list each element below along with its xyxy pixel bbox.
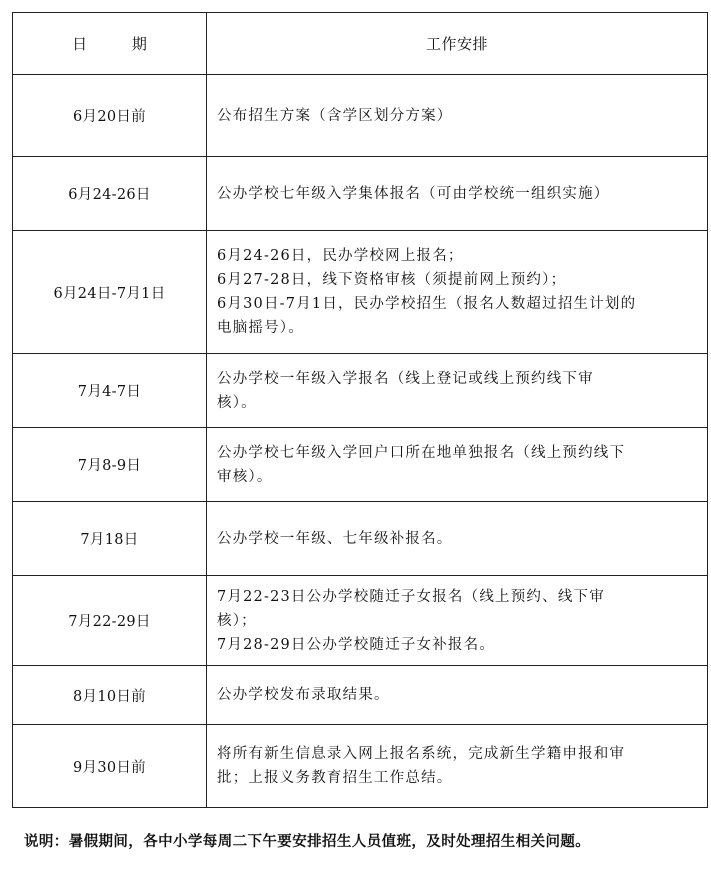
task-line: 公办学校一年级、七年级补报名。 bbox=[217, 530, 453, 547]
row-task bbox=[207, 75, 708, 157]
task-line: 公办学校一年级入学报名（线上登记或线上预约线下审 bbox=[217, 370, 594, 387]
row-task bbox=[207, 725, 708, 808]
task-line: 批；上报义务教育招生工作总结。 bbox=[217, 770, 453, 786]
table-row bbox=[13, 75, 708, 157]
task-line: 将所有新生信息录入网上报名系统，完成新生学籍申报和审 bbox=[217, 746, 626, 762]
task-line: 公办学校七年级入学集体报名（可由学校统一组织实施） bbox=[217, 185, 610, 202]
row-date: 6月20日前 bbox=[13, 75, 207, 157]
table-row bbox=[13, 231, 708, 354]
schedule-table bbox=[12, 12, 708, 808]
row-date: 7月8-9日 bbox=[13, 428, 207, 502]
row-date: 6月24-26日 bbox=[13, 157, 207, 231]
row-task bbox=[207, 157, 708, 231]
row-task bbox=[207, 666, 708, 725]
task-line: 6月30日-7月1日，民办学校招生（报名人数超过招生计划的 bbox=[217, 296, 637, 312]
row-task bbox=[207, 354, 708, 428]
task-line: 6月27-28日，线下资格审核（须提前网上预约）； bbox=[217, 272, 567, 288]
row-date: 7月18日 bbox=[13, 502, 207, 576]
table-row bbox=[13, 502, 708, 576]
row-task bbox=[207, 576, 708, 666]
row-task bbox=[207, 231, 708, 354]
table-row bbox=[13, 157, 708, 231]
table-row bbox=[13, 725, 708, 808]
task-line: 公办学校七年级入学回户口所在地单独报名（线上预约线下 bbox=[217, 444, 626, 461]
task-line: 公办学校发布录取结果。 bbox=[217, 687, 390, 703]
header-date: 日 期 bbox=[13, 13, 207, 75]
row-task bbox=[207, 502, 708, 576]
task-line: 核）； bbox=[217, 612, 257, 629]
row-date: 7月4-7日 bbox=[13, 354, 207, 428]
table-row bbox=[13, 576, 708, 666]
row-date: 7月22-29日 bbox=[13, 576, 207, 666]
table-row bbox=[13, 354, 708, 428]
table-row bbox=[13, 428, 708, 502]
task-line: 6月24-26日，民办学校网上报名； bbox=[217, 248, 464, 264]
task-line: 公布招生方案（含学区划分方案） bbox=[217, 107, 453, 124]
task-line: 核）。 bbox=[217, 394, 257, 411]
row-date: 8月10日前 bbox=[13, 666, 207, 725]
task-line: 审核）。 bbox=[217, 468, 273, 485]
header-task: 工作安排 bbox=[207, 13, 708, 75]
row-date: 6月24日-7月1日 bbox=[13, 231, 207, 354]
row-date: 9月30日前 bbox=[13, 725, 207, 808]
table-header-row bbox=[13, 13, 708, 75]
task-line: 7月22-23日公办学校随迁子女报名（线上预约、线下审 bbox=[217, 588, 605, 605]
footnote: 说明：暑假期间，各中小学每周二下午要安排招生人员值班，及时处理招生相关问题。 bbox=[24, 833, 591, 850]
table-row bbox=[13, 666, 708, 725]
task-line: 电脑摇号）。 bbox=[217, 320, 304, 336]
task-line: 7月28-29日公办学校随迁子女补报名。 bbox=[217, 636, 496, 653]
row-task bbox=[207, 428, 708, 502]
